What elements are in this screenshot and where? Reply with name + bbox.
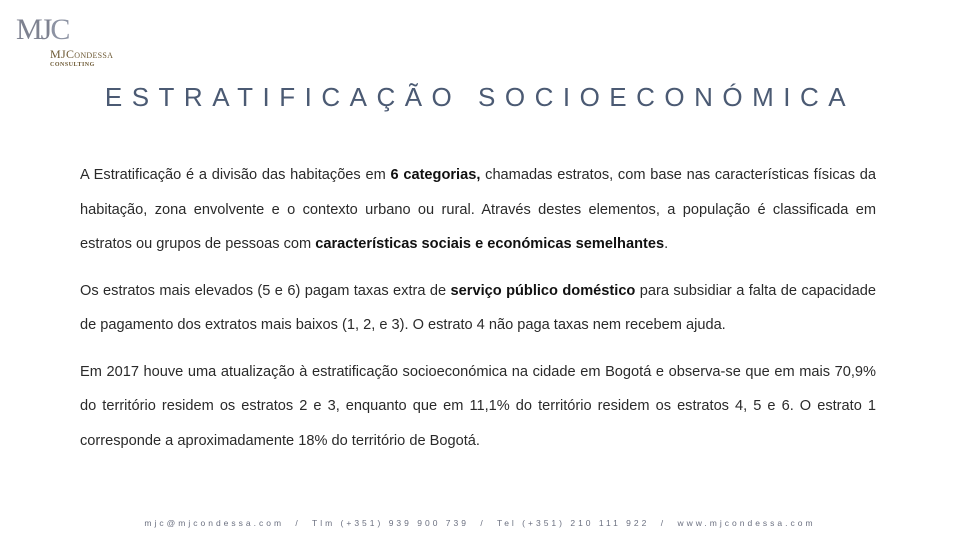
slide-title: ESTRATIFICAÇÃO SOCIOECONÓMICA [104, 82, 856, 112]
paragraph-1 [80, 158, 876, 262]
p1-text-2: chamadas estratos, com base nas características físicas da habitação, zona envolvente e o contexto urbano ou rural. Através destes elementos, a população é classificada em estratos ou grupos de pessoas com [80, 167, 877, 252]
logo-monogram-c: C [50, 13, 69, 46]
p2-text-2: para subsidiar a falta de capacidade de pagamento dos extratos mais baixos (1, 2, e 3). O estrato 4 não paga taxas nem recebem ajuda. [80, 282, 877, 333]
company-logo [16, 14, 126, 72]
p3-text-1: Em 2017 houve uma atualização à estratificação socioeconómica na cidade em Bogotá e observa-se que em mais 70,9% do território residem os estratos 2 e 3, enquanto que em 11,1% do território residem os estratos 4, 5 e 6. O estrato 1 corresponde a aproximadamente 18% do território de Bogotá. [80, 363, 876, 449]
logo-tagline: CONSULTING [50, 62, 95, 68]
p1-text-1: A Estratificação é a divisão das habitações em [80, 167, 391, 183]
logo-monogram [16, 14, 68, 46]
p1-bold-1: 6 categorias, [390, 167, 481, 183]
body-text [80, 158, 876, 470]
contact-footer [0, 518, 960, 528]
p1-bold-2: características sociais e económicas semelhantes [315, 236, 665, 252]
logo-monogram-mj: MJ [16, 13, 51, 46]
footer-website[interactable]: www.mjcondessa.com [677, 518, 816, 528]
p2-bold-1: serviço público doméstico [450, 282, 636, 299]
footer-phone: Tel (+351) 210 111 922 [496, 518, 650, 528]
footer-separator: / [480, 518, 486, 528]
logo-company-name: MJCondessa [50, 47, 114, 61]
p1-text-3: . [664, 236, 669, 252]
footer-separator: / [660, 518, 667, 528]
footer-mobile: Tlm (+351) 939 900 739 [312, 518, 469, 528]
p2-text-1: Os estratos mais elevados (5 e 6) pagam taxas extra de [80, 282, 451, 299]
footer-email[interactable]: mjc@mjcondessa.com [144, 518, 285, 528]
paragraph-3 [80, 355, 876, 459]
paragraph-2 [80, 274, 876, 343]
footer-separator: / [295, 518, 301, 528]
